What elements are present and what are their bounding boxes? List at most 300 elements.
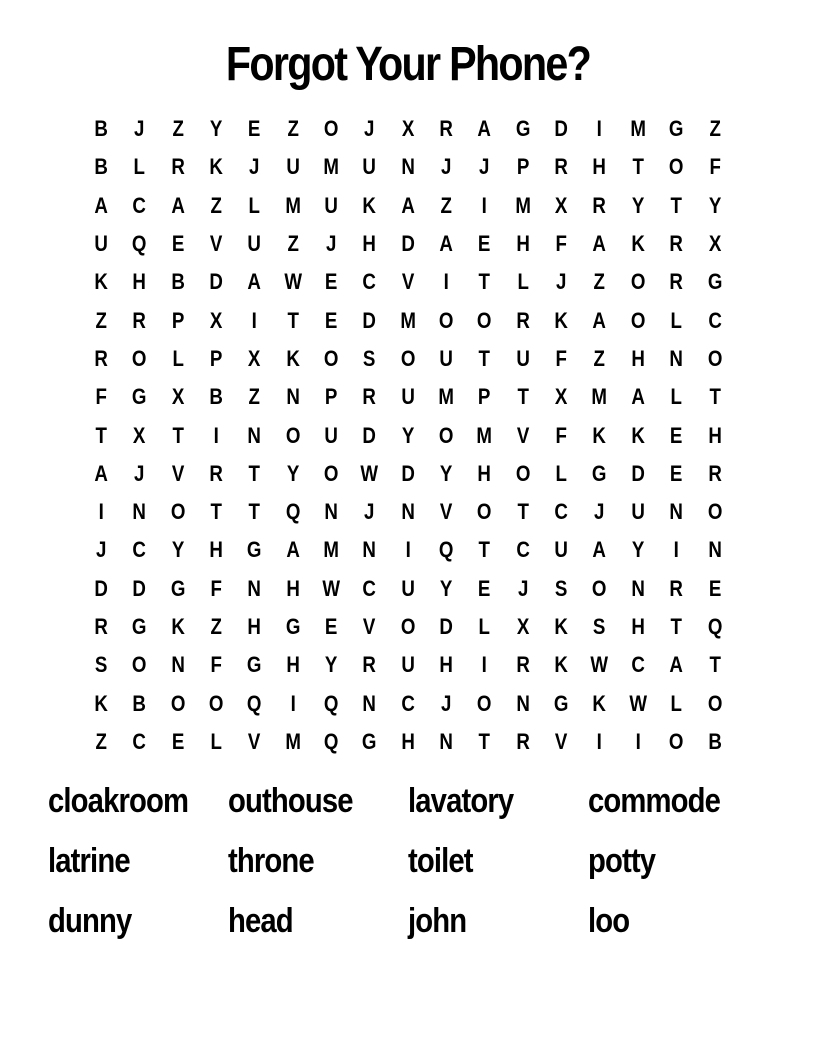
- grid-cell[interactable]: D: [209, 269, 223, 295]
- grid-cell[interactable]: K: [94, 269, 108, 295]
- grid-cell[interactable]: I: [635, 728, 641, 754]
- grid-cell[interactable]: E: [171, 231, 185, 257]
- word-list-item: commode: [588, 782, 721, 820]
- grid-cell[interactable]: G: [247, 652, 262, 678]
- grid-cell[interactable]: O: [515, 460, 531, 486]
- grid-cell[interactable]: J: [441, 154, 452, 180]
- grid-cell[interactable]: K: [554, 652, 569, 678]
- grid-cell[interactable]: R: [94, 614, 108, 639]
- grid-cell[interactable]: E: [324, 307, 338, 333]
- grid-cell[interactable]: Y: [440, 460, 453, 486]
- grid-row: [82, 493, 734, 531]
- grid-cell[interactable]: C: [554, 499, 569, 525]
- grid-cell[interactable]: M: [515, 192, 531, 218]
- grid-cell[interactable]: T: [287, 307, 299, 333]
- grid-cell[interactable]: X: [516, 614, 530, 639]
- grid-cell[interactable]: D: [439, 614, 454, 639]
- grid-cell[interactable]: O: [170, 499, 186, 525]
- grid-cell[interactable]: I: [482, 192, 488, 218]
- grid-cell[interactable]: Y: [440, 575, 453, 601]
- grid-cell[interactable]: U: [94, 231, 108, 257]
- grid-cell[interactable]: R: [554, 154, 569, 180]
- grid-cell[interactable]: H: [132, 269, 147, 295]
- grid-cell[interactable]: L: [555, 460, 568, 486]
- grid-cell[interactable]: K: [286, 345, 300, 371]
- grid-cell[interactable]: T: [708, 384, 721, 410]
- grid-cell[interactable]: H: [286, 575, 300, 601]
- grid-row: [82, 646, 734, 684]
- grid-cell[interactable]: M: [400, 307, 416, 333]
- grid-cell[interactable]: I: [673, 537, 679, 563]
- grid-cell[interactable]: Z: [172, 116, 184, 142]
- grid-cell[interactable]: H: [707, 422, 722, 448]
- grid-cell[interactable]: C: [707, 307, 722, 333]
- grid-cell[interactable]: Y: [708, 192, 721, 218]
- grid-cell[interactable]: G: [132, 384, 147, 410]
- grid-cell[interactable]: T: [517, 499, 529, 525]
- grid-cell[interactable]: D: [401, 460, 415, 486]
- grid-cell[interactable]: X: [555, 192, 568, 218]
- grid-cell[interactable]: N: [516, 690, 530, 716]
- grid-cell[interactable]: T: [478, 345, 491, 371]
- grid-cell[interactable]: A: [592, 537, 607, 563]
- grid-cell[interactable]: C: [631, 652, 645, 678]
- grid-cell[interactable]: K: [592, 690, 607, 716]
- grid-row: [82, 684, 734, 722]
- grid-cell[interactable]: K: [631, 422, 645, 448]
- grid-cell[interactable]: T: [172, 422, 184, 448]
- grid-cell[interactable]: Y: [286, 460, 300, 486]
- grid-cell[interactable]: R: [209, 460, 223, 486]
- grid-cell[interactable]: O: [208, 690, 224, 716]
- grid-cell[interactable]: T: [210, 499, 222, 525]
- grid-cell[interactable]: U: [631, 499, 645, 525]
- grid-cell[interactable]: U: [286, 154, 300, 180]
- grid-cell[interactable]: P: [324, 384, 338, 410]
- grid-cell[interactable]: N: [707, 537, 722, 563]
- grid-cell[interactable]: O: [477, 690, 492, 716]
- grid-cell[interactable]: N: [132, 499, 147, 525]
- grid-cell[interactable]: T: [248, 460, 261, 486]
- grid-cell[interactable]: U: [324, 422, 338, 448]
- grid-cell[interactable]: G: [669, 116, 684, 142]
- grid-cell[interactable]: E: [171, 728, 185, 754]
- grid-cell[interactable]: F: [555, 422, 568, 448]
- grid-cell[interactable]: V: [363, 614, 376, 639]
- grid-cell[interactable]: N: [631, 575, 645, 601]
- grid-cell[interactable]: Y: [209, 116, 223, 142]
- grid-row: [82, 570, 734, 608]
- grid-cell[interactable]: M: [591, 384, 608, 410]
- grid-cell[interactable]: M: [285, 192, 301, 218]
- grid-cell[interactable]: P: [516, 154, 530, 180]
- grid-cell[interactable]: O: [669, 728, 684, 754]
- grid-cell[interactable]: Y: [324, 652, 338, 678]
- grid-cell[interactable]: K: [94, 690, 108, 716]
- grid-cell[interactable]: O: [132, 345, 147, 371]
- grid-cell[interactable]: N: [324, 499, 338, 525]
- grid-cell[interactable]: O: [285, 422, 301, 448]
- grid-cell[interactable]: Z: [95, 728, 107, 754]
- grid-cell[interactable]: U: [324, 192, 338, 218]
- grid-cell[interactable]: P: [171, 307, 185, 333]
- grid-cell[interactable]: R: [707, 460, 722, 486]
- grid-cell[interactable]: R: [516, 728, 530, 754]
- grid-cell[interactable]: E: [248, 116, 261, 142]
- grid-cell[interactable]: J: [249, 154, 260, 180]
- grid-cell[interactable]: Q: [707, 614, 722, 639]
- grid-cell[interactable]: K: [171, 614, 185, 639]
- grid-cell[interactable]: A: [592, 231, 607, 257]
- grid-cell[interactable]: T: [708, 652, 721, 678]
- grid-cell[interactable]: B: [171, 269, 185, 295]
- grid-cell[interactable]: L: [172, 345, 184, 371]
- grid-cell[interactable]: A: [171, 192, 185, 218]
- grid-cell[interactable]: L: [670, 690, 683, 716]
- grid-cell[interactable]: A: [439, 231, 454, 257]
- grid-cell[interactable]: I: [597, 728, 603, 754]
- grid-cell[interactable]: V: [401, 269, 415, 295]
- grid-cell[interactable]: R: [94, 345, 108, 371]
- grid-cell[interactable]: J: [364, 499, 375, 525]
- grid-cell[interactable]: G: [707, 269, 722, 295]
- grid-cell[interactable]: O: [707, 499, 722, 525]
- grid-cell[interactable]: A: [631, 384, 645, 410]
- grid-cell[interactable]: X: [248, 345, 261, 371]
- grid-cell[interactable]: I: [98, 499, 104, 525]
- grid-cell[interactable]: Z: [248, 384, 261, 410]
- grid-cell[interactable]: R: [439, 116, 454, 142]
- grid-cell[interactable]: O: [132, 652, 147, 678]
- grid-cell[interactable]: Z: [210, 614, 222, 639]
- grid-cell[interactable]: M: [323, 537, 340, 563]
- grid-cell[interactable]: R: [669, 231, 684, 257]
- grid-cell[interactable]: H: [209, 537, 223, 563]
- grid-cell[interactable]: W: [629, 690, 647, 716]
- grid-cell[interactable]: O: [707, 345, 722, 371]
- grid-cell[interactable]: R: [171, 154, 185, 180]
- grid-cell[interactable]: L: [248, 192, 261, 218]
- grid-cell[interactable]: L: [670, 307, 683, 333]
- grid-cell[interactable]: I: [482, 652, 488, 678]
- grid-cell[interactable]: E: [708, 575, 721, 601]
- grid-cell[interactable]: P: [209, 345, 223, 371]
- grid-cell[interactable]: N: [286, 384, 300, 410]
- grid-cell[interactable]: E: [324, 269, 338, 295]
- grid-cell[interactable]: M: [438, 384, 455, 410]
- grid-cell[interactable]: T: [632, 154, 644, 180]
- grid-cell[interactable]: A: [592, 307, 607, 333]
- grid-cell[interactable]: N: [439, 728, 454, 754]
- grid-cell[interactable]: U: [516, 345, 530, 371]
- grid-cell[interactable]: H: [631, 345, 645, 371]
- grid-cell[interactable]: O: [323, 460, 339, 486]
- grid-cell[interactable]: N: [362, 537, 377, 563]
- grid-cell[interactable]: J: [556, 269, 567, 295]
- grid-cell[interactable]: W: [322, 575, 341, 601]
- grid-cell[interactable]: O: [707, 690, 722, 716]
- grid-cell[interactable]: R: [669, 575, 684, 601]
- grid-cell[interactable]: I: [213, 422, 219, 448]
- grid-cell[interactable]: O: [630, 269, 646, 295]
- grid-cell[interactable]: F: [555, 231, 568, 257]
- grid-cell[interactable]: I: [290, 690, 296, 716]
- grid-cell[interactable]: G: [285, 614, 301, 639]
- grid-cell[interactable]: R: [516, 307, 530, 333]
- grid-cell[interactable]: M: [476, 422, 493, 448]
- grid-cell[interactable]: G: [247, 537, 262, 563]
- grid-cell[interactable]: H: [631, 614, 645, 639]
- grid-cell[interactable]: U: [401, 575, 415, 601]
- grid-cell[interactable]: E: [478, 575, 491, 601]
- grid-cell[interactable]: T: [670, 192, 683, 218]
- grid-cell[interactable]: O: [170, 690, 186, 716]
- grid-cell[interactable]: Z: [287, 231, 299, 257]
- grid-cell[interactable]: Q: [323, 728, 339, 754]
- grid-cell[interactable]: R: [132, 307, 147, 333]
- grid-cell[interactable]: O: [400, 614, 416, 639]
- grid-cell[interactable]: K: [554, 307, 569, 333]
- grid-cell[interactable]: I: [405, 537, 411, 563]
- grid-cell[interactable]: U: [401, 384, 415, 410]
- grid-cell[interactable]: X: [555, 384, 568, 410]
- grid-cell[interactable]: M: [323, 154, 340, 180]
- grid-cell[interactable]: N: [362, 690, 377, 716]
- grid-cell[interactable]: L: [478, 614, 491, 639]
- grid-cell[interactable]: A: [94, 460, 108, 486]
- grid-cell[interactable]: I: [443, 269, 449, 295]
- grid-cell[interactable]: I: [251, 307, 258, 333]
- grid-cell[interactable]: N: [401, 154, 415, 180]
- grid-cell[interactable]: A: [669, 652, 684, 678]
- grid-cell[interactable]: N: [247, 575, 262, 601]
- grid-cell[interactable]: O: [477, 499, 492, 525]
- grid-cell[interactable]: K: [631, 231, 645, 257]
- grid-cell[interactable]: T: [517, 384, 529, 410]
- grid-cell[interactable]: O: [477, 307, 492, 333]
- grid-cell[interactable]: N: [669, 499, 684, 525]
- grid-cell[interactable]: H: [401, 728, 415, 754]
- grid-cell[interactable]: S: [363, 345, 376, 371]
- grid-row: [82, 110, 734, 148]
- grid-cell[interactable]: E: [478, 231, 491, 257]
- grid-cell[interactable]: M: [285, 728, 301, 754]
- grid-cell[interactable]: R: [516, 652, 530, 678]
- grid-cell[interactable]: X: [209, 307, 223, 333]
- grid-cell[interactable]: X: [401, 116, 415, 142]
- grid-cell[interactable]: F: [210, 575, 222, 601]
- grid-cell[interactable]: V: [171, 460, 185, 486]
- grid-cell[interactable]: O: [669, 154, 684, 180]
- grid-cell[interactable]: B: [94, 116, 108, 142]
- grid-cell[interactable]: O: [323, 345, 339, 371]
- grid-cell[interactable]: T: [248, 499, 261, 525]
- grid-cell[interactable]: J: [479, 154, 490, 180]
- grid-cell[interactable]: C: [362, 269, 377, 295]
- grid-cell[interactable]: W: [284, 269, 302, 295]
- grid-cell[interactable]: K: [209, 154, 223, 180]
- grid-cell[interactable]: X: [171, 384, 185, 410]
- grid-cell[interactable]: E: [670, 460, 683, 486]
- grid-cell[interactable]: Y: [631, 537, 645, 563]
- grid-cell[interactable]: F: [708, 154, 721, 180]
- grid-cell[interactable]: T: [478, 269, 491, 295]
- grid-cell[interactable]: J: [441, 690, 452, 716]
- grid-cell[interactable]: E: [670, 422, 683, 448]
- grid-cell[interactable]: U: [247, 231, 262, 257]
- grid-cell[interactable]: J: [134, 460, 145, 486]
- grid-cell[interactable]: T: [478, 537, 491, 563]
- grid-cell[interactable]: L: [517, 269, 529, 295]
- grid-cell[interactable]: W: [360, 460, 379, 486]
- grid-cell[interactable]: D: [94, 575, 108, 601]
- grid-cell[interactable]: A: [477, 116, 492, 142]
- grid-cell[interactable]: I: [597, 116, 603, 142]
- grid-cell[interactable]: P: [478, 384, 491, 410]
- grid-cell[interactable]: Y: [631, 192, 645, 218]
- grid-cell[interactable]: G: [592, 460, 607, 486]
- grid-cell[interactable]: D: [401, 231, 415, 257]
- grid-cell[interactable]: E: [324, 614, 338, 639]
- grid-cell[interactable]: Q: [132, 231, 147, 257]
- word-list: [48, 778, 788, 958]
- grid-cell[interactable]: O: [438, 307, 454, 333]
- grid-cell[interactable]: S: [555, 575, 568, 601]
- grid-cell[interactable]: D: [631, 460, 645, 486]
- grid-cell[interactable]: O: [400, 345, 416, 371]
- grid-cell[interactable]: F: [555, 345, 568, 371]
- grid-cell[interactable]: Z: [593, 269, 606, 295]
- grid-cell[interactable]: V: [440, 499, 453, 525]
- grid-cell[interactable]: S: [593, 614, 606, 639]
- grid-cell[interactable]: F: [95, 384, 107, 410]
- grid-cell[interactable]: R: [592, 192, 607, 218]
- grid-cell[interactable]: M: [630, 116, 646, 142]
- grid-cell[interactable]: H: [516, 231, 530, 257]
- grid-cell[interactable]: V: [516, 422, 530, 448]
- grid-cell[interactable]: N: [669, 345, 684, 371]
- grid-cell[interactable]: L: [133, 154, 146, 180]
- grid-cell[interactable]: N: [171, 652, 185, 678]
- grid-cell[interactable]: C: [516, 537, 530, 563]
- grid-cell[interactable]: N: [401, 499, 415, 525]
- grid-cell[interactable]: B: [132, 690, 147, 716]
- grid-cell[interactable]: R: [669, 269, 684, 295]
- grid-cell[interactable]: H: [477, 460, 492, 486]
- grid-cell[interactable]: K: [554, 614, 569, 639]
- grid-cell[interactable]: L: [670, 384, 683, 410]
- grid-cell[interactable]: U: [401, 652, 415, 678]
- grid-cell[interactable]: G: [554, 690, 569, 716]
- grid-cell[interactable]: C: [401, 690, 415, 716]
- word-list-item: cloakroom: [48, 782, 189, 820]
- grid-cell[interactable]: J: [134, 116, 145, 142]
- grid-cell[interactable]: D: [132, 575, 147, 601]
- grid-cell[interactable]: J: [594, 499, 605, 525]
- grid-cell[interactable]: B: [209, 384, 223, 410]
- grid-cell[interactable]: H: [592, 154, 607, 180]
- grid-cell[interactable]: A: [247, 269, 262, 295]
- grid-cell[interactable]: Z: [440, 192, 452, 218]
- word-list-item: head: [228, 902, 293, 940]
- grid-cell[interactable]: X: [133, 422, 146, 448]
- grid-cell[interactable]: G: [515, 116, 531, 142]
- grid-cell[interactable]: H: [439, 652, 454, 678]
- grid-cell[interactable]: D: [362, 422, 377, 448]
- grid-cell[interactable]: U: [362, 154, 377, 180]
- grid-cell[interactable]: H: [362, 231, 377, 257]
- grid-cell[interactable]: C: [132, 192, 147, 218]
- grid-cell[interactable]: T: [478, 728, 491, 754]
- grid-cell[interactable]: Z: [708, 116, 721, 142]
- grid-cell[interactable]: B: [707, 728, 722, 754]
- grid-cell[interactable]: O: [323, 116, 339, 142]
- grid-cell[interactable]: Z: [593, 345, 606, 371]
- grid-cell[interactable]: T: [95, 422, 107, 448]
- grid-cell[interactable]: G: [132, 614, 147, 639]
- grid-cell[interactable]: O: [630, 307, 646, 333]
- grid-cell[interactable]: C: [362, 575, 377, 601]
- grid-cell[interactable]: R: [362, 652, 377, 678]
- grid-cell[interactable]: J: [95, 537, 107, 563]
- grid-cell[interactable]: O: [592, 575, 607, 601]
- grid-cell[interactable]: J: [517, 575, 529, 601]
- grid-cell[interactable]: D: [362, 307, 377, 333]
- grid-cell[interactable]: V: [209, 231, 223, 257]
- grid-cell[interactable]: Z: [210, 192, 222, 218]
- grid-cell[interactable]: J: [326, 231, 337, 257]
- grid-cell[interactable]: Q: [285, 499, 301, 525]
- grid-cell[interactable]: G: [170, 575, 186, 601]
- grid-cell[interactable]: W: [590, 652, 609, 678]
- grid-cell[interactable]: U: [554, 537, 569, 563]
- grid-cell[interactable]: H: [286, 652, 300, 678]
- grid-cell[interactable]: G: [362, 728, 377, 754]
- grid-cell[interactable]: F: [210, 652, 222, 678]
- grid-cell[interactable]: Q: [323, 690, 339, 716]
- grid-row: [82, 608, 734, 646]
- grid-cell[interactable]: Y: [171, 537, 185, 563]
- grid-cell[interactable]: Z: [95, 307, 107, 333]
- grid-cell[interactable]: B: [94, 154, 108, 180]
- grid-cell[interactable]: A: [286, 537, 300, 563]
- grid-cell[interactable]: R: [362, 384, 377, 410]
- grid-cell[interactable]: V: [248, 728, 261, 754]
- grid-cell[interactable]: U: [439, 345, 454, 371]
- grid-cell[interactable]: A: [94, 192, 108, 218]
- grid-cell[interactable]: L: [210, 728, 222, 754]
- grid-cell[interactable]: X: [708, 231, 721, 257]
- grid-cell[interactable]: K: [592, 422, 607, 448]
- grid-cell[interactable]: Z: [287, 116, 299, 142]
- grid-cell[interactable]: H: [247, 614, 262, 639]
- grid-cell[interactable]: C: [132, 728, 147, 754]
- grid-cell[interactable]: T: [670, 614, 683, 639]
- grid-cell[interactable]: J: [364, 116, 375, 142]
- grid-cell[interactable]: V: [555, 728, 568, 754]
- grid-cell[interactable]: N: [247, 422, 262, 448]
- grid-cell[interactable]: D: [554, 116, 569, 142]
- grid-cell[interactable]: A: [401, 192, 415, 218]
- grid-cell[interactable]: O: [438, 422, 454, 448]
- grid-cell[interactable]: Q: [438, 537, 454, 563]
- grid-cell[interactable]: Q: [247, 690, 262, 716]
- grid-cell[interactable]: Y: [401, 422, 415, 448]
- grid-cell[interactable]: S: [94, 652, 108, 678]
- grid-row: [82, 416, 734, 454]
- grid-cell[interactable]: K: [362, 192, 377, 218]
- grid-cell[interactable]: C: [132, 537, 147, 563]
